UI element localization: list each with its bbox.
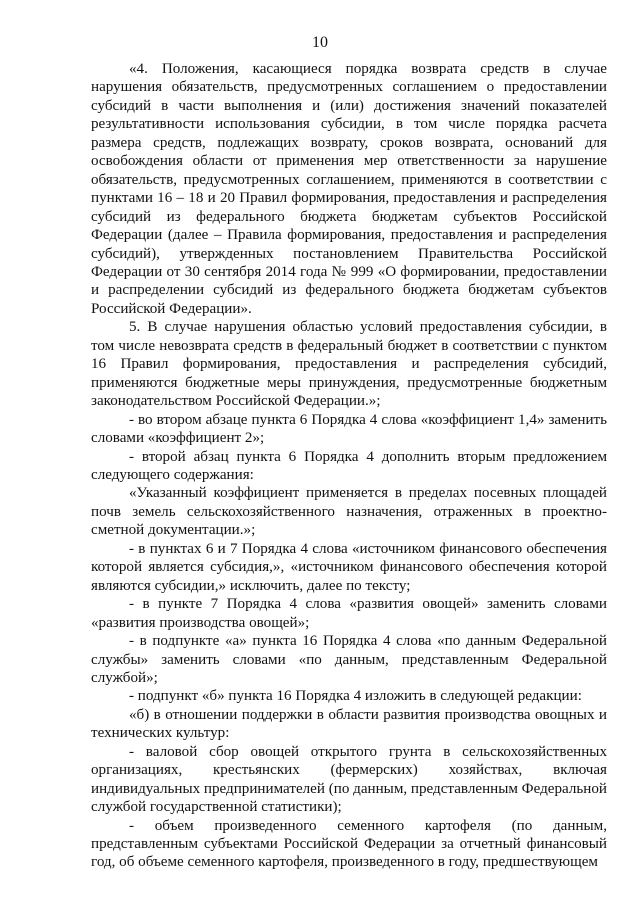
paragraph-amendment-second-sentence: - второй абзац пункта 6 Порядка 4 дополнить вторым предложением следующего содержания: bbox=[91, 448, 607, 483]
paragraph-subpoint-b-heading: «б) в отношении поддержки в области развития производства овощных и технических культур: bbox=[91, 706, 607, 742]
paragraph-quoted-coefficient: «Указанный коэффициент применяется в пределах посевных площадей почв земель сельскохозяйственного назначения, отраженных в проектно-сметной документации.»; bbox=[91, 485, 607, 539]
paragraph-amendment-subpoint-b: - подпункт «б» пункта 16 Порядка 4 изложить в следующей редакции: bbox=[129, 688, 582, 705]
paragraph-clause-5: 5. В случае нарушения областью условий предоставления субсидии, в том числе невозврата средств в федеральный бюджет в соответствии с пунктом 16 Правил формирования, предоставления и распределения субсидий, применяются бюджетные меры принуждения, предусмотренные бюджетным законодательством Российской Федерации.»; bbox=[91, 319, 607, 410]
paragraph-seed-potato: - объем произведенного семенного картофеля (по данным, представленным субъектами Российской Федерации за отчетный финансовый год, об объеме семенного картофеля, произведенного в году, предшествующем bbox=[91, 817, 607, 871]
page-number: 10 bbox=[312, 34, 328, 51]
paragraph-amendment-coefficient: - во втором абзаце пункта 6 Порядка 4 слова «коэффициент 1,4» заменить словами «коэффициент 2»; bbox=[91, 411, 607, 447]
paragraph-amendment-subpoint-a: - в подпункте «а» пункта 16 Порядка 4 слова «по данным Федеральной службы» заменить словами «по данным, представленным Федеральной службой»; bbox=[91, 633, 607, 686]
paragraph-amendment-point-7: - в пункте 7 Порядка 4 слова «развития овощей» заменить словами «развития производства овощей»; bbox=[91, 596, 607, 631]
paragraph-vegetable-harvest: - валовой сбор овощей открытого грунта в сельскохозяйственных организациях, крестьянских (фермерских) хозяйствах, включая индивидуальных предпринимателей (по данным, представленным Федеральной службой государственной статистики); bbox=[91, 743, 607, 816]
paragraph-clause-4: «4. Положения, касающиеся порядка возврата средств в случае нарушения обязательств, предусмотренных соглашением о предоставлении субсидий в части выполнения и (или) достижения значений показателей результативности использования субсидии, в том числе порядка расчета размера средств, подлежащих возврату, сроков возврата, оснований для освобождения области от применения мер ответственности за нарушение обязательств, предусмотренных соглашением, применяются в соответствии с пунктами 16 – 18 и 20 Правил формирования, предоставления и распределения субсидий из федерального бюджета бюджетам субъектов Российской Федерации (далее – Правила формирования, предоставления и распределения субсидий), утвержденных постановлением Правительства Российской Федерации от 30 сентября 2014 года № 999 «О формировании, предоставлении и распределении субсидий из федерального бюджета бюджетам субъектов Российской Федерации». bbox=[91, 61, 607, 317]
document-body bbox=[91, 60, 607, 872]
paragraph-amendment-points-6-7: - в пунктах 6 и 7 Порядка 4 слова «источником финансового обеспечения которой является субсидия,», «источником финансового обеспечения которой являются субсидии,» исключить, далее по тексту; bbox=[91, 540, 607, 594]
